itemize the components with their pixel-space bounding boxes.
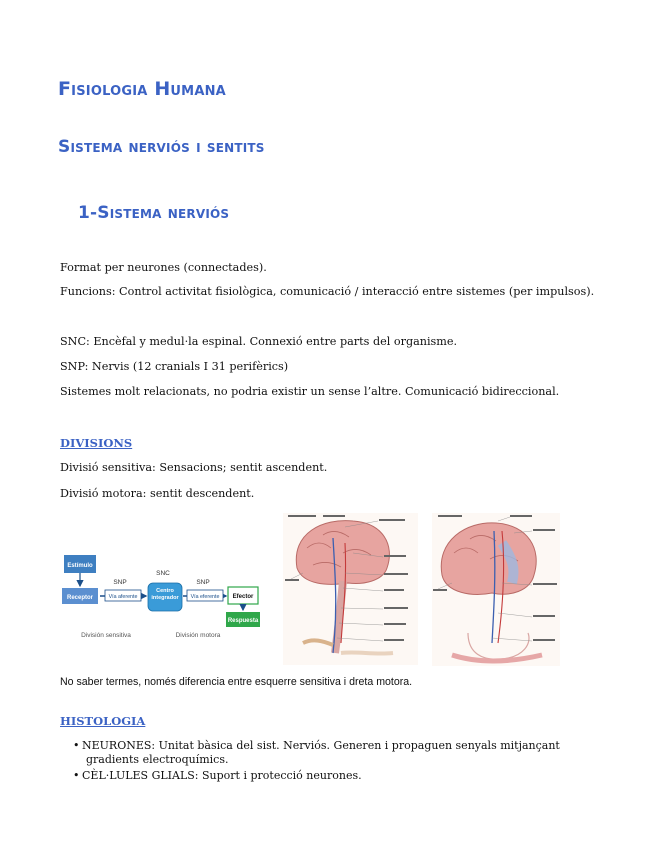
motor-division-text: Divisió motora: sentit descendent. — [60, 487, 255, 500]
neurons-text-cont: gradients electroquímics. — [86, 753, 229, 766]
receptor-label: Receptor — [66, 595, 94, 601]
histology-list — [60, 739, 580, 785]
motor-pathway-illustration — [432, 513, 560, 666]
subtitle: Sistema nerviós i sentits — [58, 137, 265, 157]
glial-cells-text: CÈL·LULES GLIALS: Suport i protecció neurones. — [82, 769, 362, 782]
divisions-heading: DIVISIONS — [60, 436, 133, 450]
snp-right-label: SNP — [196, 579, 210, 586]
snp-left-label: SNP — [113, 579, 127, 586]
sensory-division-label: División sensitiva — [81, 632, 131, 639]
efferent-path-label: Vía eferente — [190, 594, 220, 600]
neurons-text: NEURONES: Unitat bàsica del sist. Nerviós. Generen i propaguen senyals mitjançant — [82, 739, 560, 752]
snc-definition: SNC: Encèfal y medul·la espinal. Connexió entre parts del organisme. — [60, 335, 458, 348]
histology-heading: HISTOLOGIA — [60, 714, 146, 728]
intro-line-neurons: Format per neurones (connectades). — [60, 261, 267, 274]
snc-label: SNC — [156, 570, 170, 577]
sensory-division-text: Divisió sensitiva: Sensacions; sentit ascendent. — [60, 461, 328, 474]
section-title-nervous-system: 1-Sistema nerviós — [78, 203, 230, 223]
note-text: No saber termes, només diferencia entre esquerre sensitiva i dreta motora. — [60, 676, 413, 688]
response-label: Respuesta — [227, 618, 259, 624]
nervous-flow-diagram — [58, 550, 273, 645]
relation-text: Sistemes molt relacionats, no podria existir un sense l’altre. Comunicació bidireccional. — [60, 385, 560, 398]
afferent-path-label: Vía aferente — [108, 594, 138, 600]
effector-label: Efector — [232, 594, 254, 600]
motor-division-label: División motora — [175, 632, 221, 639]
intro-line-functions: Funcions: Control activitat fisiològica, comunicació / interacció entre sistemes (per impulsos). — [60, 285, 595, 298]
sensory-pathway-illustration — [283, 513, 418, 665]
page-title: Fisiologia Humana — [58, 78, 226, 100]
list-item-neurons — [60, 739, 580, 767]
integrator-center-label: Centro integrador — [151, 588, 179, 601]
snp-definition: SNP: Nervis (12 cranials I 31 perifèrics) — [60, 360, 289, 373]
stimulus-label: Estímulo — [67, 563, 93, 569]
list-item-glial-cells — [60, 769, 580, 783]
